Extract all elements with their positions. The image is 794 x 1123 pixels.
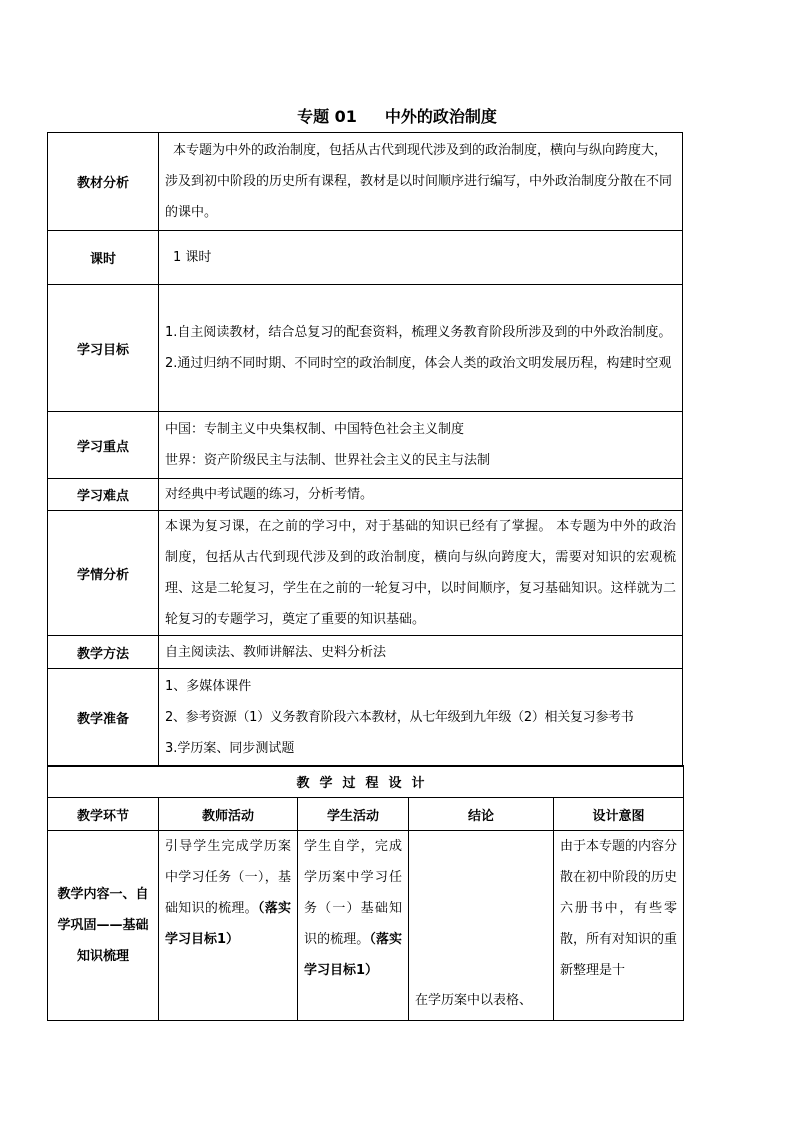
row-content — [159, 285, 683, 412]
row-preparation — [48, 669, 683, 767]
content-line: 3.学历案、同步测试题 — [165, 741, 295, 756]
header-segment: 教学环节 — [48, 798, 159, 831]
teacher-activity: 引导学生完成学历案中学习任务（一），基础知识的梳理。 — [165, 839, 291, 916]
teaching-process-table — [47, 765, 684, 1021]
row-content — [159, 636, 683, 669]
content-line: 本专题为中外的政治制度，包括从古代到现代涉及到的政治制度，横向与纵向跨度大，涉及到初中阶段的历史所有课程，教材是以时间顺序进行编写，中外政治制度分散在不同的课中。 — [165, 143, 673, 220]
row-label: 学情分析 — [48, 511, 159, 636]
header-conclusion: 结论 — [409, 798, 554, 831]
topic-name: 中外的政治制度 — [384, 107, 497, 126]
page-title — [0, 104, 794, 127]
topic-code: 专题 01 — [297, 107, 357, 126]
content-line: 对经典中考试题的练习，分析考情。 — [165, 487, 374, 502]
row-label: 教学方法 — [48, 636, 159, 669]
student-goal-note: （落实学习目标1） — [304, 932, 402, 978]
row-key-points — [48, 412, 683, 479]
row-content — [159, 511, 683, 636]
content-line: 中国：专制主义中央集权制、中国特色社会主义制度 — [165, 422, 465, 437]
segment-cell: 教学内容一、自学巩固——基础知识梳理 — [48, 831, 159, 1021]
content-line: 自主阅读法、教师讲解法、史料分析法 — [165, 644, 387, 660]
row-label: 课时 — [48, 231, 159, 285]
row-label: 学习难点 — [48, 479, 159, 511]
content-line: 1 课时 — [173, 250, 212, 265]
row-content — [159, 231, 683, 285]
header-intent: 设计意图 — [554, 798, 684, 831]
process-title: 教学过程设计 — [48, 766, 684, 798]
row-content — [159, 412, 683, 479]
process-header-row — [48, 798, 684, 831]
content-line: 世界：资产阶级民主与法制、世界社会主义的民主与法制 — [165, 453, 491, 468]
row-difficulties — [48, 479, 683, 511]
row-teaching-methods — [48, 636, 683, 669]
student-activity: 学生自学，完成学历案中学习任务（一）基础知识的梳理。 — [304, 839, 402, 947]
teacher-cell — [159, 831, 298, 1021]
content-line: 1.自主阅读教材，结合总复习的配套资料，梳理义务教育阶段所涉及到的中外政治制度。 — [165, 325, 672, 340]
row-label: 教材分析 — [48, 133, 159, 231]
row-label: 学习目标 — [48, 285, 159, 412]
content-line: 2、参考资源（1）义务教育阶段六本教材，从七年级到九年级（2）相关复习参考书 — [165, 710, 634, 725]
content-line: 1、多媒体课件 — [165, 679, 252, 694]
header-teacher: 教师活动 — [159, 798, 298, 831]
process-row — [48, 831, 684, 1021]
teacher-goal-note: （落实学习目标1） — [165, 901, 291, 947]
row-content — [159, 133, 683, 231]
row-label: 学习重点 — [48, 412, 159, 479]
conclusion-cell: 在学历案中以表格、 — [409, 831, 554, 1021]
row-class-hours — [48, 231, 683, 285]
content-line: 本课为复习课，在之前的学习中，对于基础的知识已经有了掌握。 本专题为中外的政治制度，包括从古代到现代涉及到的政治制度，横向与纵向跨度大，需要对知识的宏观梳理、这是二轮复习，学生在之前的一轮复习中，以时间顺序，复习基础知识。这样就为二轮复习的专题学习，奠定了重要的知识基础。 — [165, 519, 676, 627]
row-learner-analysis — [48, 511, 683, 636]
intent-cell: 由于本专题的内容分散在初中阶段的历史六册书中，有些零散，所有对知识的重新整理是十 — [554, 831, 684, 1021]
header-student: 学生活动 — [298, 798, 409, 831]
row-content — [159, 669, 683, 767]
row-content — [159, 479, 683, 511]
row-textbook-analysis — [48, 133, 683, 231]
student-cell — [298, 831, 409, 1021]
row-label: 教学准备 — [48, 669, 159, 767]
row-learning-goals — [48, 285, 683, 412]
content-line: 2.通过归纳不同时期、不同时空的政治制度，体会人类的政治文明发展历程，构建时空观 — [165, 356, 672, 371]
lesson-info-table — [47, 132, 683, 767]
